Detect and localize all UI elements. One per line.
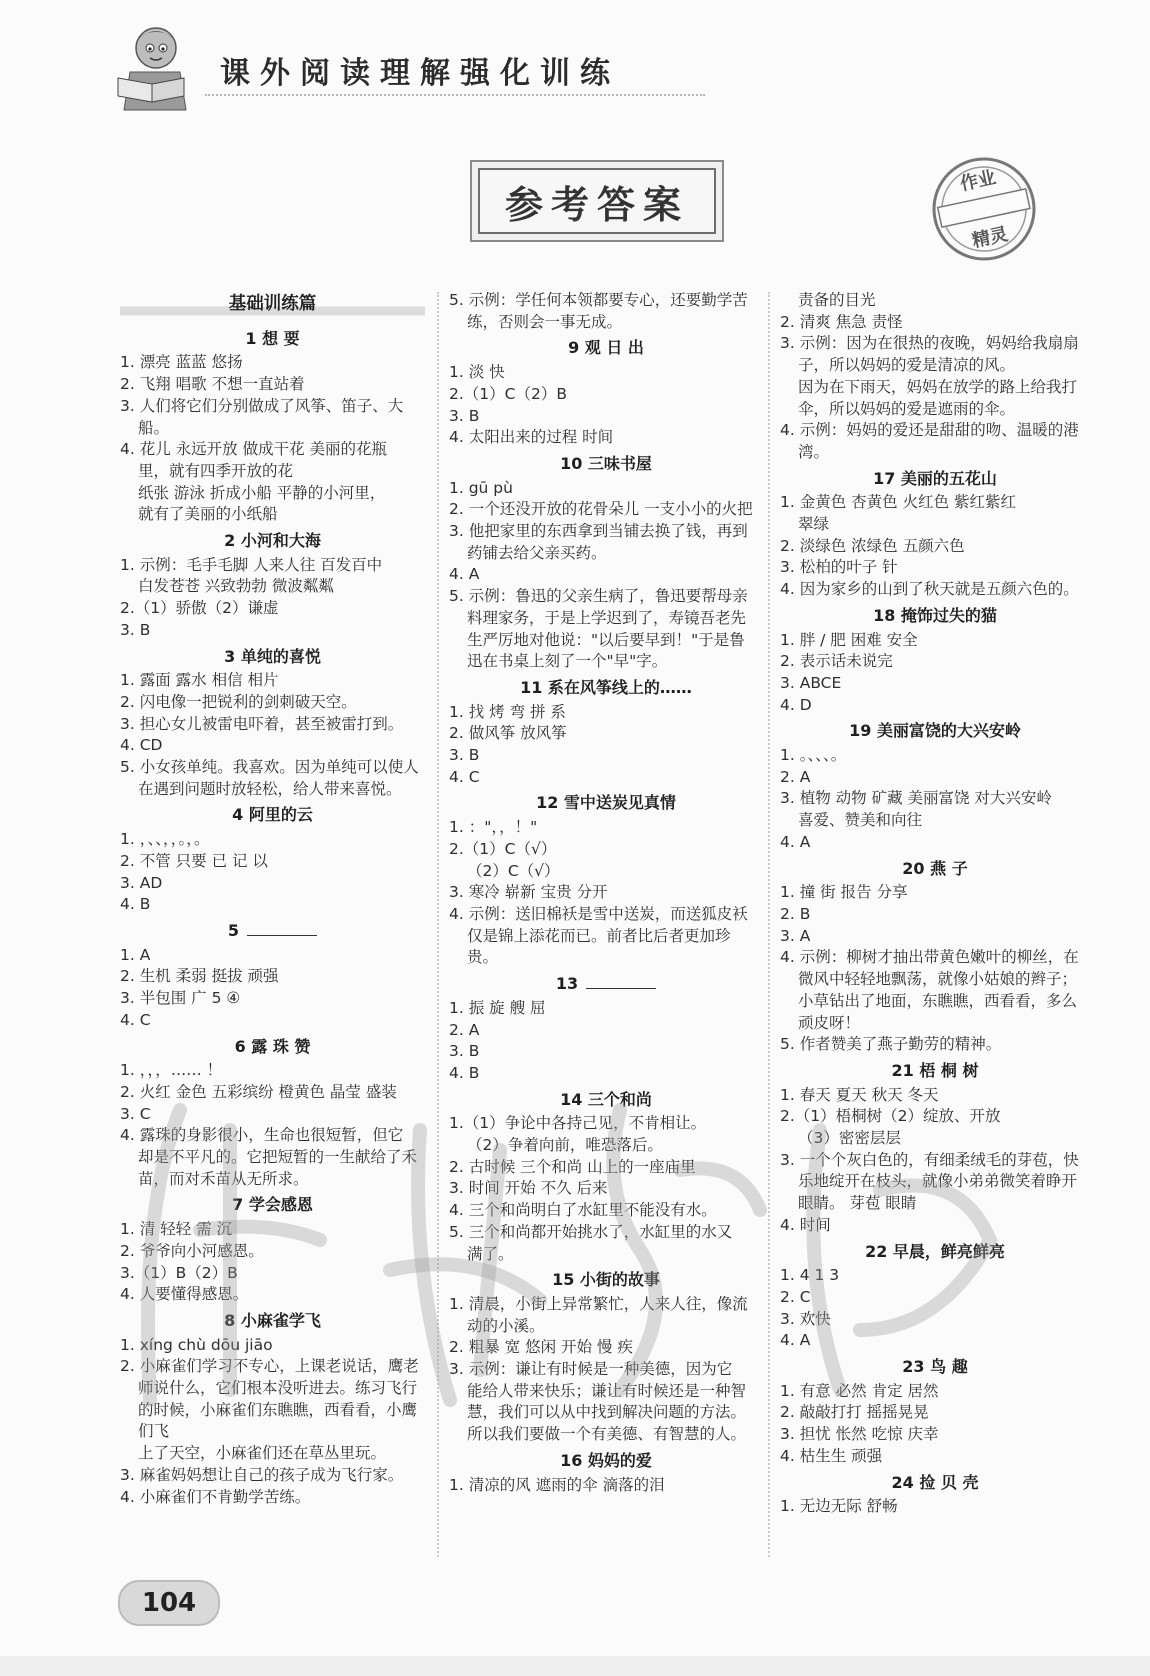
answer-line: 3. B	[449, 1042, 480, 1061]
answer-line: 就有了美丽的小纸船	[138, 505, 278, 524]
answer-line: 2. 爷爷向小河感恩。	[120, 1241, 264, 1260]
lesson-heading: 1 想 要	[245, 328, 300, 348]
answer-line: 1. 示例：毛手毛脚 人来人往 百发百中	[120, 555, 383, 574]
lesson-heading: 3 单纯的喜悦	[224, 646, 321, 666]
answer-line: 因为在下雨天，妈妈在放学的路上给我打	[798, 377, 1078, 396]
answer-line: 湾。	[798, 442, 830, 461]
lesson-heading	[120, 920, 425, 942]
answer-line: 4. 示例：送旧棉袄是雪中送炭，而送狐皮袄	[449, 904, 748, 923]
answer-line: 3. 一个个灰白色的，有细柔绒毛的芽苞，快	[780, 1150, 1079, 1169]
answer-line: 4. C	[120, 1010, 151, 1029]
answer-line: 1. 有意 必然 肯定 居然	[780, 1381, 939, 1400]
lesson-heading: 8 小麻雀学飞	[224, 1310, 321, 1330]
answer-column-1	[120, 290, 425, 1508]
answer-line: 苗，而对禾苗从无所求。	[138, 1169, 309, 1188]
banner-title: 参考答案	[504, 181, 689, 227]
answer-line: 的时候，小麻雀们东瞧瞧，西看看，小鹰们飞	[138, 1400, 418, 1441]
lesson-heading: 10 三味书屋	[560, 453, 652, 473]
answer-line: 2. 做风筝 放风筝	[449, 724, 567, 743]
answer-line: 4. D	[780, 695, 812, 714]
answer-line: 3. 人们将它们分别做成了风筝、笛子、大	[120, 396, 404, 415]
answer-line: 5. 作者赞美了燕子勤劳的精神。	[780, 1035, 1002, 1054]
answer-line: （2）C（√）	[467, 861, 560, 880]
answer-line: 2.（1）C（2）B	[449, 384, 567, 403]
answer-line: 所以我们要做一个有美德、有智慧的人。	[467, 1425, 747, 1444]
answer-line: 翠绿	[798, 515, 830, 534]
bottom-edge	[0, 1656, 1150, 1676]
answer-line: 乐地绽开在枝头，就像小弟弟微笑着睁开	[798, 1172, 1078, 1191]
answer-line: 4. A	[780, 1331, 811, 1350]
answer-line: 4. C	[449, 767, 480, 786]
answer-line: 5. 小女孩单纯。我喜欢。因为单纯可以使人	[120, 758, 419, 777]
answer-line: 白发苍苍 兴致勃勃 微波粼粼	[138, 577, 334, 596]
answer-line: 2.（1）梧桐树（2）绽放、开放	[780, 1107, 1001, 1126]
answer-line: 2. 古时候 三个和尚 山上的一座庙里	[449, 1157, 696, 1176]
answer-line: 1. gū pù	[449, 478, 513, 497]
answer-line: 3. B	[120, 620, 151, 639]
answer-line: 1. 淡 快	[449, 363, 505, 382]
answer-line: 4. 示例：柳树才抽出带黄色嫩叶的柳丝，在	[780, 948, 1079, 967]
answer-line: 顽皮呀！	[798, 1013, 861, 1032]
answer-line: 2. 粗暴 宽 悠闲 开始 慢 疾	[449, 1338, 633, 1357]
answer-line: 贵。	[467, 948, 499, 967]
lesson-heading: 7 学会感恩	[232, 1195, 313, 1215]
answer-line: 3. 寒冷 崭新 宝贵 分开	[449, 883, 608, 902]
answer-line: 4. B	[120, 895, 151, 914]
answer-line: 2. A	[449, 1020, 480, 1039]
answer-line: 1. 清晨，小街上异常繁忙，人来人往，像流	[449, 1294, 748, 1313]
column-2-body	[449, 290, 763, 1496]
answer-line: 动的小溪。	[467, 1316, 545, 1335]
answer-line: 里，就有四季开放的花	[138, 461, 294, 480]
lesson-heading: 17 美丽的五花山	[873, 468, 997, 488]
answer-line: 慧，我们可以从中找到解决问题的方法。	[467, 1403, 747, 1422]
answer-line: 却是不平凡的。它把短暂的一生献给了禾	[138, 1148, 418, 1167]
lesson-heading: 18 掩饰过失的猫	[873, 605, 997, 625]
answer-line: 1. 。、、、。	[780, 746, 847, 765]
svg-text:作业: 作业	[958, 167, 998, 196]
answer-line: 3. 时间 开始 不久 后来	[449, 1179, 608, 1198]
answer-line: 2. C	[780, 1287, 811, 1306]
header-divider	[205, 94, 705, 96]
answer-line: 2.（1）C（√）	[449, 839, 557, 858]
answer-line: 1. 4 1 3	[780, 1266, 840, 1285]
answer-line: 4. 三个和尚明白了水缸里不能没有水。	[449, 1201, 717, 1220]
answer-line: 3. 他把家里的东西拿到当铺去换了钱，再到	[449, 522, 748, 541]
answer-line: 4. CD	[120, 736, 163, 755]
answer-line: 3. 半包围 广 5 ④	[120, 989, 241, 1008]
column-divider	[437, 292, 439, 1557]
answer-line: 1. 撞 街 报告 分享	[780, 883, 908, 902]
answer-line: 4. 枯生生 顽强	[780, 1446, 883, 1465]
answer-line: 2. 一个还没开放的花骨朵儿 一支小小的火把	[449, 500, 753, 519]
answer-line: 1. 漂亮 蓝蓝 悠扬	[120, 353, 243, 372]
answer-line: 2. 敲敲打打 摇摇晃晃	[780, 1403, 929, 1422]
answer-line: 练，否则会一事无成。	[467, 312, 623, 331]
answer-line: 2. 闪电像一把锐利的剑刺破天空。	[120, 692, 357, 711]
answer-line: 药铺去给父亲买药。	[467, 543, 607, 562]
answer-line: 4. B	[449, 1063, 480, 1082]
answer-line: 3. 欢快	[780, 1309, 831, 1328]
answer-line: 伞，所以妈妈的爱是遮雨的伞。	[798, 399, 1016, 418]
answer-line: 2. B	[780, 904, 811, 923]
answer-line: 4. 示例：妈妈的爱还是甜甜的吻、温暖的港	[780, 421, 1079, 440]
answer-line: 小草钻出了地面，东瞧瞧，西看看，多么	[798, 991, 1078, 1010]
answer-line: 2. 清爽 焦急 责怪	[780, 312, 903, 331]
answer-line: 3. AD	[120, 873, 163, 892]
answer-line: 1. 露面 露水 相信 相片	[120, 671, 279, 690]
answer-line: 3. B	[449, 746, 480, 765]
answer-line: 3. 植物 动物 矿藏 美丽富饶 对大兴安岭	[780, 789, 1052, 808]
answer-line: 在遇到问题时放轻松，给人带来喜悦。	[138, 779, 402, 798]
answer-line: 4. A	[449, 565, 480, 584]
answer-column-2	[449, 290, 763, 1496]
answer-line: 1. 无边无际 舒畅	[780, 1497, 898, 1516]
lesson-heading: 14 三个和尚	[560, 1089, 652, 1109]
lesson-heading: 20 燕 子	[902, 858, 968, 878]
answer-line: 4. A	[780, 832, 811, 851]
answer-line: 1. 清凉的风 遮雨的伞 滴落的泪	[449, 1475, 665, 1494]
answer-line: 4. 小麻雀们不肯勤学苦练。	[120, 1487, 311, 1506]
answer-line: 3. 担心女儿被雷电吓着，甚至被雷打到。	[120, 714, 404, 733]
lesson-heading: 12 雪中送炭见真情	[536, 793, 676, 813]
answer-line: 3. A	[780, 926, 811, 945]
section-title: 基础训练篇	[120, 290, 425, 320]
answer-line: 3. 示例：因为在很热的夜晚，妈妈给我扇扇	[780, 334, 1079, 353]
answer-line: 3. C	[120, 1104, 151, 1123]
answer-line: 船。	[138, 418, 170, 437]
answer-line: 5. 三个和尚都开始挑水了，水缸里的水又	[449, 1222, 733, 1241]
answer-line: 1. A	[120, 945, 151, 964]
answer-line: 5. 示例：鲁迅的父亲生病了，鲁迅要帮母亲	[449, 587, 748, 606]
answer-line: 3. 示例：谦让有时候是一种美德，因为它	[449, 1360, 733, 1379]
lesson-heading: 22 早晨，鲜亮鲜亮	[865, 1241, 1005, 1261]
answer-line: 子，所以妈妈的爱是清凉的风。	[798, 356, 1016, 375]
answer-line: 2. 不管 只要 已 记 以	[120, 851, 268, 870]
answer-line: 1. xíng chù dōu jiāo	[120, 1335, 273, 1354]
lesson-heading: 6 露 珠 赞	[234, 1036, 311, 1056]
answer-line: 纸张 游泳 折成小船 平静的小河里，	[138, 483, 386, 502]
answer-line: 2. A	[780, 767, 811, 786]
answer-line: 喜爱、赞美和向往	[798, 811, 923, 830]
answer-line: 4. 露珠的身影很小，生命也很短暂，但它	[120, 1126, 404, 1145]
lesson-number: 5	[227, 920, 240, 940]
answer-line: 1. 振 旋 艘 屈	[449, 998, 546, 1017]
answer-line: 4. 人要懂得感恩。	[120, 1285, 249, 1304]
lesson-heading: 2 小河和大海	[224, 531, 321, 551]
answer-line: 3. ABCE	[780, 673, 842, 692]
answer-line: 4. 太阳出来的过程 时间	[449, 428, 614, 447]
homework-elf-stamp-icon	[925, 150, 1043, 268]
column-1-body	[120, 328, 425, 1509]
answer-line: 5. 示例：学任何本领都要专心，还要勤学苦	[449, 291, 748, 309]
answer-line: 微风中轻轻地飘荡，就像小姑娘的辫子；	[798, 970, 1078, 989]
answer-line: 迅在书桌上刻了一个"早"字。	[467, 652, 668, 671]
answer-line: 4. 因为家乡的山到了秋天就是五颜六色的。	[780, 580, 1079, 599]
answer-line: 2. 表示话未说完	[780, 652, 893, 671]
answer-line: 3. 麻雀妈妈想让自己的孩子成为飞行家。	[120, 1465, 404, 1484]
lesson-heading: 21 梧 桐 树	[891, 1060, 979, 1080]
answer-column-3	[780, 290, 1090, 1518]
answer-line: 1. 找 烤 弯 拼 系	[449, 702, 566, 721]
lesson-heading: 4 阿里的云	[232, 805, 313, 825]
answer-line: 2. 飞翔 唱歌 不想一直站着	[120, 375, 305, 394]
answer-line: 1. ，、、，，。，。	[120, 830, 210, 849]
answer-line: （3）密密层层	[798, 1129, 901, 1148]
answer-line: 满了。	[467, 1244, 514, 1263]
lesson-heading: 19 美丽富饶的大兴安岭	[849, 721, 1021, 741]
answer-line: （2）争着向前，唯恐落后。	[467, 1136, 663, 1155]
answer-line: 眼睛。 芽苞 眼睛	[798, 1194, 917, 1213]
answer-line: 2. 淡绿色 浓绿色 五颜六色	[780, 536, 965, 555]
answer-line: 1. ："，，！"	[449, 818, 538, 837]
answer-line: 3.（1）B（2）B	[120, 1263, 238, 1282]
page-number: 104	[118, 1580, 220, 1626]
series-title: 课外阅读理解强化训练	[220, 56, 620, 91]
answer-line: 1. 胖 / 肥 困难 安全	[780, 630, 918, 649]
lesson-heading: 16 妈妈的爱	[560, 1450, 652, 1470]
answer-line: 1. 春天 夏天 秋天 冬天	[780, 1085, 939, 1104]
answer-line: 师说什么，它们根本没听进去。练习飞行	[138, 1379, 418, 1398]
lesson-heading: 15 小街的故事	[552, 1270, 660, 1290]
answer-line: 2.（1）骄傲（2）谦虚	[120, 599, 279, 618]
answer-banner	[470, 160, 724, 242]
answer-line: 仅是锦上添花而已。前者比后者更加珍	[467, 926, 731, 945]
column-3-body	[780, 290, 1090, 1518]
lesson-heading: 23 鸟 趣	[902, 1357, 968, 1377]
title-blank	[247, 920, 317, 936]
answer-line: 4. 时间	[780, 1215, 831, 1234]
lesson-heading: 11 系在风筝线上的……	[520, 677, 692, 697]
answer-line: 责备的目光	[798, 291, 876, 309]
answer-line: 料理家务，于是上学迟到了，寿镜吾老先	[467, 608, 747, 627]
answer-line: 1. 清 轻轻 需 沉	[120, 1220, 232, 1239]
answer-line: 上了天空，小麻雀们还在草丛里玩。	[138, 1444, 387, 1463]
answer-line: 2. 小麻雀们学习不专心，上课老说话，鹰老	[120, 1357, 419, 1376]
answer-line: 1. ，，，…… ！	[120, 1061, 223, 1080]
title-blank	[586, 973, 656, 989]
answer-line: 1.（1）争论中各持己见，不肯相让。	[449, 1114, 707, 1133]
answer-line: 生严厉地对他说："以后要早到！"于是鲁	[467, 630, 745, 649]
answer-line: 1. 金黄色 杏黄色 火红色 紫红紫红	[780, 493, 1016, 512]
answer-line: 能给人带来快乐；谦让有时候还是一种智	[467, 1381, 747, 1400]
answer-line: 3. B	[449, 406, 480, 425]
answer-line: 2. 火红 金色 五彩缤纷 橙黄色 晶莹 盛装	[120, 1082, 397, 1101]
answer-line: 2. 生机 柔弱 挺拔 顽强	[120, 967, 279, 986]
reading-boy-icon	[110, 22, 194, 112]
column-divider	[768, 292, 770, 1557]
lesson-heading: 9 观 日 出	[568, 338, 644, 358]
lesson-number: 13	[555, 974, 579, 994]
answer-line: 3. 松柏的叶子 针	[780, 558, 898, 577]
lesson-heading: 24 捡 贝 壳	[891, 1472, 979, 1492]
answer-line: 4. 花儿 永远开放 做成干花 美丽的花瓶	[120, 440, 387, 459]
lesson-heading	[449, 973, 763, 995]
answer-line: 3. 担忧 怅然 吃惊 庆幸	[780, 1425, 939, 1444]
header	[110, 12, 710, 112]
svg-text:精灵: 精灵	[970, 223, 1010, 252]
